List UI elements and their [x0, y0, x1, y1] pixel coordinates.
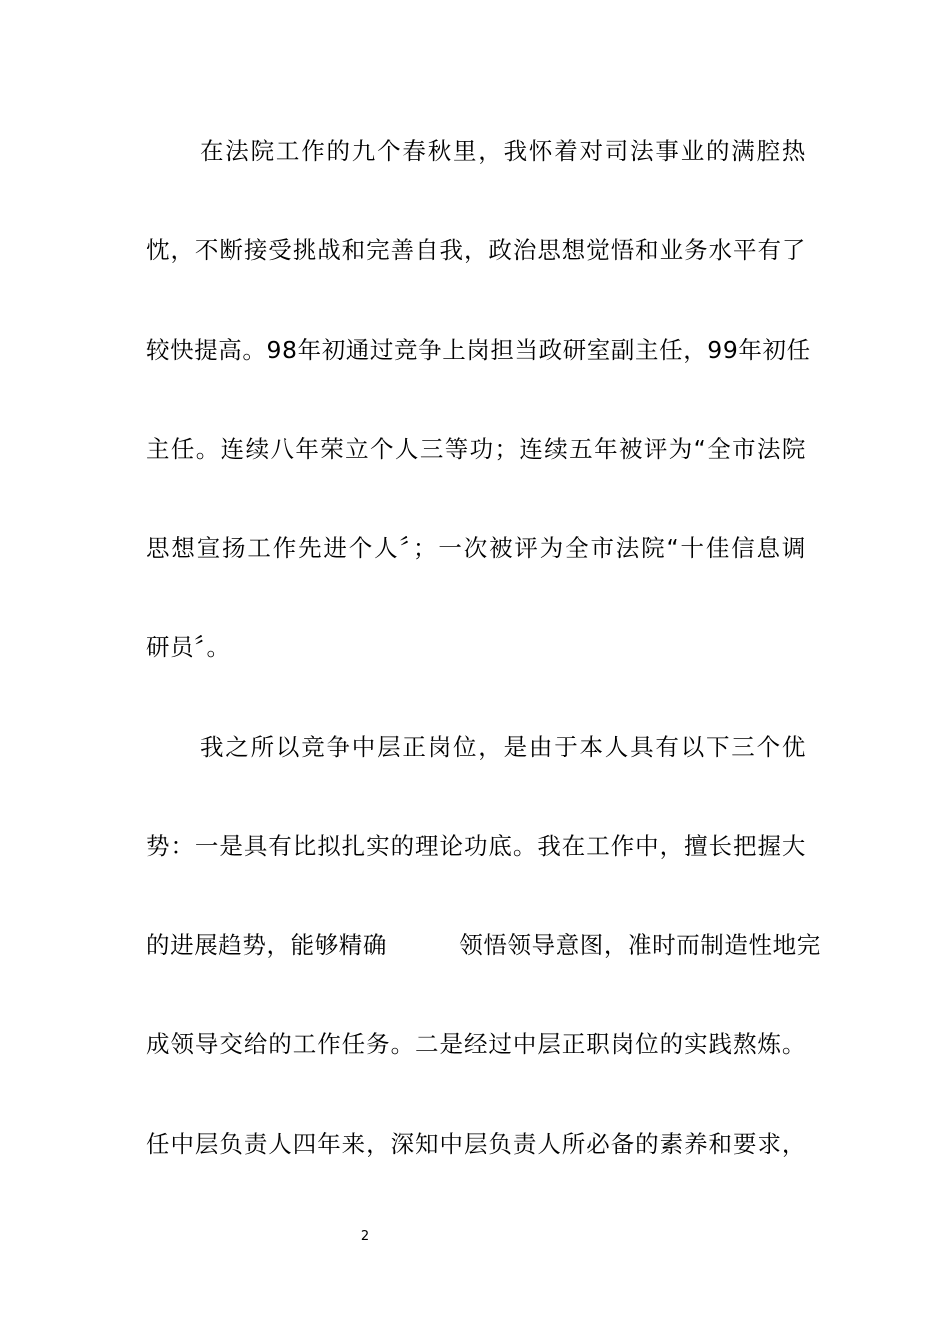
- paragraph-1-line-2: 忱，不断接受挑战和完善自我，政治思想觉悟和业务水平有了: [146, 236, 806, 264]
- paragraph-2-line-2: 势：一是具有比拟扎实的理论功底。我在工作中，擅长把握大: [146, 832, 806, 860]
- paragraph-1-line-4: 主任。连续八年荣立个人三等功；连续五年被评为“全市法院: [146, 435, 806, 463]
- page-number: 2: [360, 1229, 370, 1244]
- paragraph-1-line-5: 思想宣扬工作先进个人〞；一次被评为全市法院“十佳信息调: [146, 534, 806, 562]
- paragraph-1-line-3: 较快提高。98年初通过竞争上岗担当政研室副主任，99年初任: [146, 336, 811, 364]
- paragraph-2-line-5: 任中层负责人四年来，深知中层负责人所必备的素养和要求，: [146, 1130, 806, 1158]
- paragraph-2-line-3: 的进展趋势，能够精确 领悟领导意图，准时而制造性地完: [146, 931, 821, 959]
- paragraph-1-line-1: 在法院工作的九个春秋里，我怀着对司法事业的满腔热: [200, 137, 806, 165]
- paragraph-1-line-6: 研员〞。: [146, 633, 231, 661]
- paragraph-2-line-4: 成领导交给的工作任务。二是经过中层正职岗位的实践熬炼。: [146, 1030, 806, 1058]
- paragraph-2-line-1: 我之所以竞争中层正岗位，是由于本人具有以下三个优: [200, 733, 806, 761]
